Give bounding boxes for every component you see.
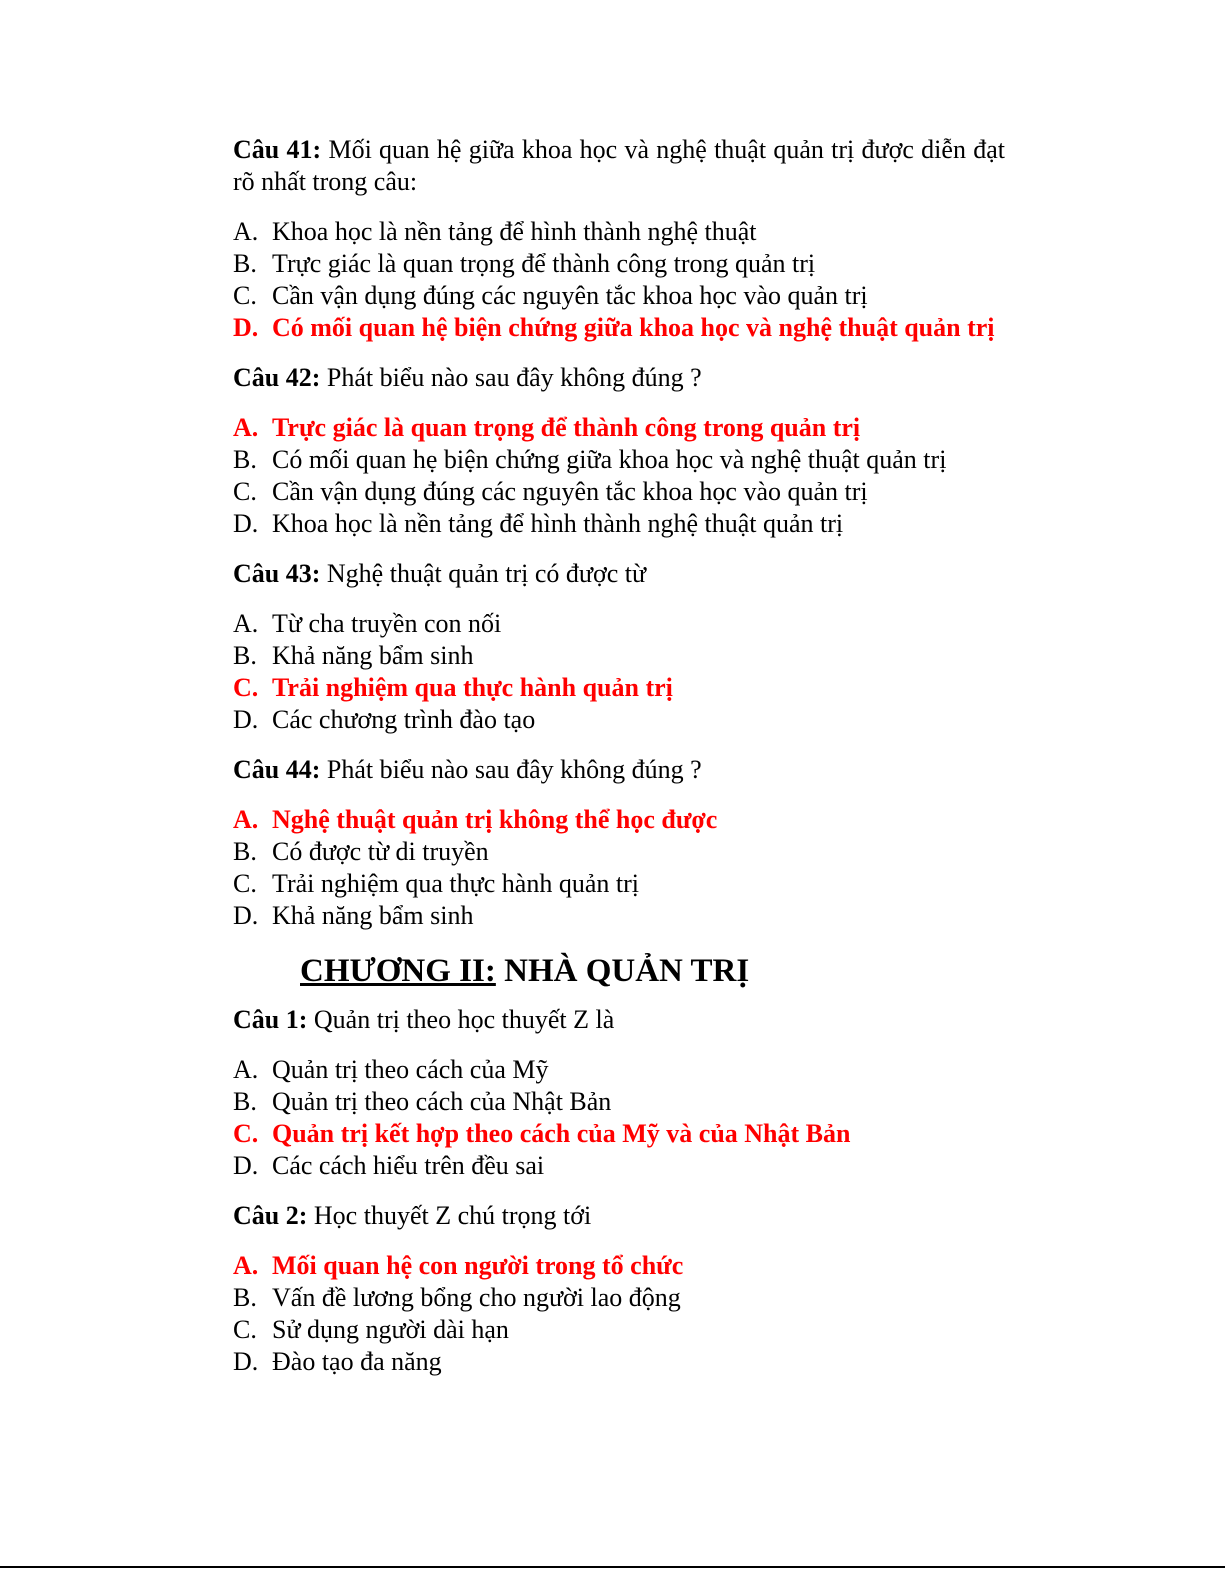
option-letter: A. — [233, 217, 259, 246]
option-letter: B. — [233, 1087, 257, 1116]
question-text — [233, 1004, 1005, 1036]
option-text: Các cách hiểu trên đều sai — [272, 1151, 545, 1180]
option-text: Trực giác là quan trọng để thành công trong quản trị — [272, 413, 861, 442]
option-c — [233, 476, 1005, 508]
option-list — [233, 608, 1005, 736]
option-letter: D. — [233, 705, 259, 734]
option-letter: A. — [233, 805, 259, 834]
option-text: Khoa học là nền tảng để hình thành nghệ thuật — [272, 217, 757, 246]
option-d — [233, 1150, 1005, 1182]
option-text: Từ cha truyền con nối — [272, 609, 502, 638]
option-text: Trải nghiệm qua thực hành quản trị — [272, 869, 639, 898]
option-c — [233, 280, 1005, 312]
option-letter: A. — [233, 609, 259, 638]
option-a — [233, 608, 1005, 640]
option-a — [233, 1250, 1005, 1282]
question-label: Câu 43: — [233, 559, 321, 588]
option-text: Trực giác là quan trọng để thành công trong quản trị — [272, 249, 816, 278]
option-letter: B. — [233, 249, 257, 278]
option-text: Có mối quan hẹ biện chứng giữa khoa học và nghệ thuật quản trị — [272, 445, 947, 474]
question-text — [233, 362, 1005, 394]
chapter-heading — [300, 950, 1005, 992]
option-letter: D. — [233, 1347, 259, 1376]
option-letter: C. — [233, 281, 257, 310]
option-letter: D. — [233, 313, 259, 342]
option-a — [233, 412, 1005, 444]
option-text: Quản trị theo cách của Nhật Bản — [272, 1087, 612, 1116]
option-letter: C. — [233, 869, 257, 898]
question-label: Câu 44: — [233, 755, 321, 784]
option-b — [233, 248, 1005, 280]
option-d — [233, 704, 1005, 736]
question-body: Quản trị theo học thuyết Z là — [307, 1005, 615, 1034]
option-letter: C. — [233, 477, 257, 506]
option-d — [233, 312, 1005, 344]
question-block — [233, 754, 1005, 932]
question-block — [233, 1200, 1005, 1378]
option-letter: B. — [233, 837, 257, 866]
option-letter: B. — [233, 445, 257, 474]
question-text — [233, 134, 1005, 198]
option-list — [233, 1054, 1005, 1182]
question-body: Nghệ thuật quản trị có được từ — [320, 559, 647, 588]
question-label: Câu 42: — [233, 363, 321, 392]
chapter-label: CHƯƠNG II: — [300, 953, 496, 989]
chapter-title: NHÀ QUẢN TRỊ — [495, 953, 750, 989]
question-label: Câu 1: — [233, 1005, 308, 1034]
option-text: Vấn đề lương bổng cho người lao động — [272, 1283, 681, 1312]
question-body: Phát biểu nào sau đây không đúng ? — [320, 755, 702, 784]
option-c — [233, 868, 1005, 900]
question-text — [233, 1200, 1005, 1232]
question-body: Học thuyết Z chú trọng tới — [307, 1201, 592, 1230]
question-body: Phát biểu nào sau đây không đúng ? — [320, 363, 702, 392]
option-d — [233, 1346, 1005, 1378]
option-letter: B. — [233, 641, 257, 670]
option-text: Quản trị theo cách của Mỹ — [272, 1055, 549, 1084]
option-text: Nghệ thuật quản trị không thể học được — [272, 805, 718, 834]
option-text: Khoa học là nền tảng để hình thành nghệ thuật quản trị — [272, 509, 844, 538]
option-text: Các chương trình đào tạo — [272, 705, 536, 734]
option-list — [233, 412, 1005, 540]
option-c — [233, 1314, 1005, 1346]
question-label: Câu 41: — [233, 135, 322, 164]
option-list — [233, 1250, 1005, 1378]
question-text — [233, 754, 1005, 786]
question-block — [233, 1004, 1005, 1182]
option-text: Quản trị kết hợp theo cách của Mỹ và của Nhật Bản — [272, 1119, 851, 1148]
option-a — [233, 1054, 1005, 1086]
option-text: Cần vận dụng đúng các nguyên tắc khoa học vào quản trị — [272, 281, 868, 310]
option-letter: A. — [233, 1055, 259, 1084]
question-block — [233, 362, 1005, 540]
option-d — [233, 900, 1005, 932]
option-text: Trải nghiệm qua thực hành quản trị — [272, 673, 673, 702]
option-list — [233, 216, 1005, 344]
option-b — [233, 1282, 1005, 1314]
option-letter: A. — [233, 413, 259, 442]
question-text — [233, 558, 1005, 590]
option-d — [233, 508, 1005, 540]
option-text: Mối quan hệ con người trong tổ chức — [272, 1251, 684, 1280]
option-letter: D. — [233, 901, 259, 930]
option-text: Có được từ di truyền — [272, 837, 489, 866]
option-letter: B. — [233, 1283, 257, 1312]
option-text: Có mối quan hệ biện chứng giữa khoa học và nghệ thuật quản trị — [272, 313, 995, 342]
option-b — [233, 1086, 1005, 1118]
option-text: Khả năng bẩm sinh — [272, 641, 474, 670]
option-b — [233, 836, 1005, 868]
option-text: Sử dụng người dài hạn — [272, 1315, 509, 1344]
option-letter: C. — [233, 1119, 259, 1148]
question-body: Mối quan hệ giữa khoa học và nghệ thuật quản trị được diễn đạt rõ nhất trong câu: — [233, 135, 1005, 196]
option-c — [233, 672, 1005, 704]
option-text: Đào tạo đa năng — [272, 1347, 442, 1376]
option-a — [233, 216, 1005, 248]
option-c — [233, 1118, 1005, 1150]
document-content — [233, 134, 1005, 1396]
page-bottom-rule — [0, 1566, 1225, 1568]
question-label: Câu 2: — [233, 1201, 308, 1230]
option-list — [233, 804, 1005, 932]
option-a — [233, 804, 1005, 836]
option-letter: D. — [233, 1151, 259, 1180]
option-text: Khả năng bẩm sinh — [272, 901, 474, 930]
option-text: Cần vận dụng đúng các nguyên tắc khoa học vào quản trị — [272, 477, 868, 506]
option-letter: A. — [233, 1251, 259, 1280]
option-letter: C. — [233, 673, 259, 702]
question-block — [233, 558, 1005, 736]
option-b — [233, 640, 1005, 672]
option-b — [233, 444, 1005, 476]
option-letter: C. — [233, 1315, 257, 1344]
question-block — [233, 134, 1005, 344]
option-letter: D. — [233, 509, 259, 538]
